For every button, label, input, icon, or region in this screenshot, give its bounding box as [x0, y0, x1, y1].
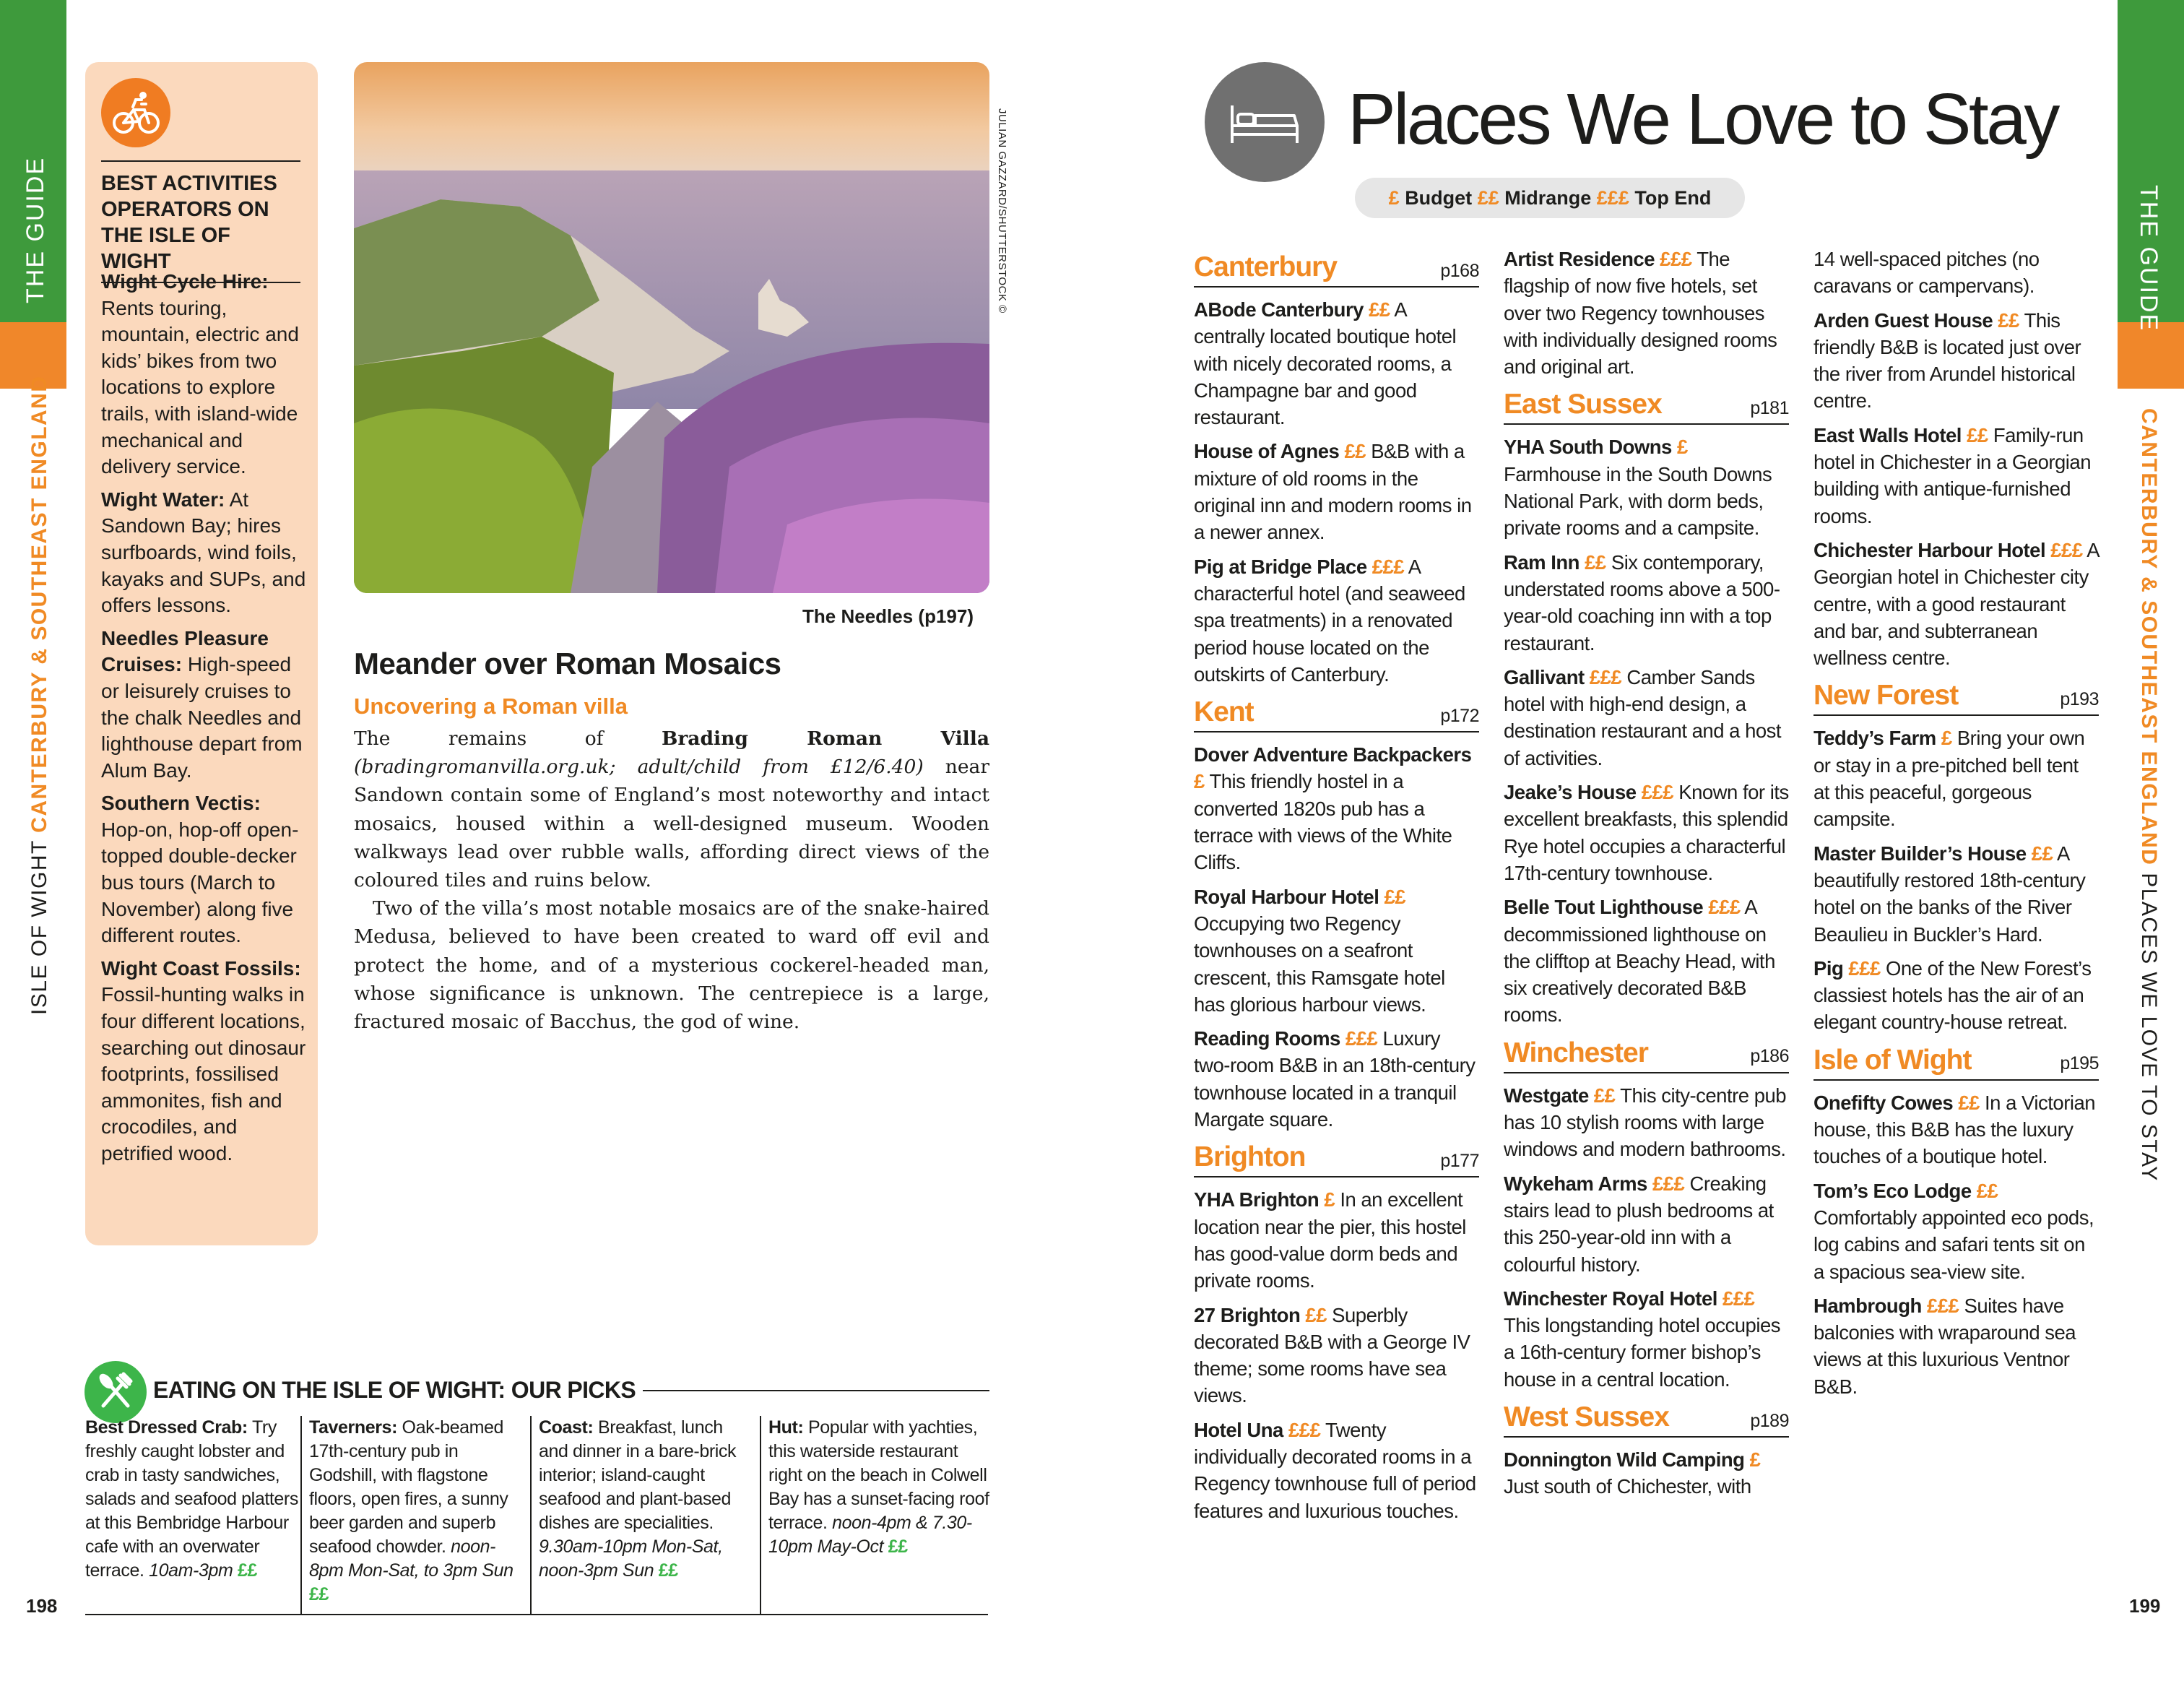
listing-name: Hotel Una: [1194, 1418, 1283, 1441]
listing-entry: [1814, 955, 2099, 1036]
listing-entry: [1504, 894, 1789, 1028]
listing-price: £: [1749, 1448, 1761, 1471]
region-name: Canterbury: [1194, 251, 1338, 282]
listing-name: Dover Adventure Backpackers: [1194, 743, 1472, 766]
bicycle-icon: [101, 78, 170, 147]
region-name: New Forest: [1814, 680, 1959, 712]
listing-entry: [1814, 1292, 2099, 1400]
left-side-topic: ISLE OF WIGHT: [27, 839, 51, 1015]
listing-price: £££: [1926, 1294, 1959, 1317]
left-side-heading: [27, 375, 52, 1015]
listing-description: In an excellent location near the pier, this hostel has good-value dorm beds and private rooms.: [1194, 1188, 1466, 1292]
left-guide-label: THE GUIDE: [22, 156, 49, 303]
region-page-ref: p172: [1440, 705, 1479, 726]
region-heading: [1504, 1036, 1789, 1073]
article-body: [354, 725, 989, 1036]
listing-entry: [1194, 553, 1479, 688]
eating-title-rule: [643, 1390, 989, 1391]
listing-description: This longstanding hotel occupies a 16th-century former bishop’s house in a central location.: [1504, 1314, 1781, 1391]
fork-knife-icon: [84, 1361, 147, 1423]
listing-price: £££: [1641, 781, 1674, 804]
listing-price: ££: [1344, 440, 1366, 463]
listing-entry: [1504, 1082, 1789, 1163]
region-page-ref: p168: [1440, 260, 1479, 281]
listing-name: Westgate: [1504, 1084, 1589, 1107]
right-side-topic: PLACES WE LOVE TO STAY: [2137, 873, 2161, 1182]
listing-name: Pig at Bridge Place: [1194, 555, 1367, 578]
listing-description: Camber Sands hotel with high-end design, a destination restaurant and a host of activities.: [1504, 665, 1782, 769]
article-title: Meander over Roman Mosaics: [354, 647, 781, 680]
listing-entry: [1814, 422, 2099, 530]
listing-price: ££: [2031, 842, 2053, 865]
listing-description: Comfortably appointed eco pods, log cabins and safari tents sit on a spacious sea-view site.: [1814, 1206, 2094, 1283]
listing-entry: [1814, 725, 2099, 832]
listing-description: Superbly decorated B&B with a George IV theme; some rooms have sea views.: [1194, 1303, 1470, 1407]
article-subtitle: Uncovering a Roman villa: [354, 693, 628, 719]
right-guide-label: THE GUIDE: [2135, 185, 2162, 332]
listing-entry: [1814, 537, 2099, 671]
region-name: West Sussex: [1504, 1401, 1669, 1432]
listing-price: £££: [2050, 538, 2083, 561]
listing-name: Arden Guest House: [1814, 308, 1993, 332]
listing-name: Reading Rooms: [1194, 1027, 1340, 1050]
listing-entry: [1504, 779, 1789, 886]
listing-description: Creaking stairs lead to plush bedrooms at this 250-year-old inn with a colourful history.: [1504, 1172, 1774, 1276]
listing-name: Teddy’s Farm: [1814, 727, 1936, 750]
listing-description: Bring your own or stay in a pre-pitched bell tent at this peaceful, gorgeous campsite.: [1814, 727, 2085, 831]
listing-description: In a Victorian house, this B&B has the luxury touches of a boutique hotel.: [1814, 1091, 2096, 1168]
listing-description: Farmhouse in the South Downs National Park, with dorm beds, private rooms and a campsite.: [1504, 462, 1772, 540]
listing-description: Occupying two Regency townhouses on a seafront crescent, this Ramsgate hotel has glorious harbour views.: [1194, 912, 1445, 1016]
listing-price: ££: [1585, 550, 1606, 574]
listing-name: Artist Residence: [1504, 248, 1655, 270]
listing-description: This friendly B&B is located just over the river from Arundel historical centre.: [1814, 308, 2081, 412]
eating-picks: [85, 1416, 988, 1615]
listing-entry: [1814, 1177, 2099, 1285]
listing-description: A characterful hotel (and seaweed spa treatments) in a renovated period house located on the outskirts of Canterbury.: [1194, 555, 1465, 686]
listing-price: £: [1941, 727, 1952, 750]
activity-item: Wight Cycle Hire: Rents touring, mountain, electric and kids’ bikes from two locations to explore trails, with island-wide mechanical and delivery service.: [101, 270, 299, 478]
region-page-ref: p181: [1750, 398, 1789, 419]
eating-title: EATING ON THE ISLE OF WIGHT: OUR PICKS: [153, 1377, 636, 1403]
region-name: Winchester: [1504, 1037, 1648, 1068]
listing-continuation: [1814, 246, 2099, 300]
listing-name: Royal Harbour Hotel: [1194, 885, 1379, 908]
listing-entry: [1814, 307, 2099, 415]
eating-pick: Taverners: Oak-beamed 17th-century pub in Godshill, with flagstone floors, open fires, a sunny beer garden and superb seafood chowder. noon-8pm Mon-Sat, to 3pm Sun ££: [300, 1416, 526, 1614]
listing-price: ££: [1593, 1084, 1616, 1107]
activities-title: BEST ACTIVITIES OPERATORS ON THE ISLE OF WIGHT: [101, 160, 300, 283]
region-name: Kent: [1194, 696, 1254, 728]
listing-name: YHA Brighton: [1194, 1188, 1320, 1211]
listing-entry: [1504, 549, 1789, 657]
photo-credit: JULIAN GAZZARD/SHUTTERSTOCK ©: [996, 108, 1008, 314]
region-heading: [1814, 1043, 2099, 1081]
price-legend: £ Budget ££ Midrange £££ Top End: [1355, 178, 1745, 218]
listing-name: Onefifty Cowes: [1814, 1091, 1954, 1114]
listing-entry: [1814, 840, 2099, 948]
listing-name: YHA South Downs: [1504, 436, 1672, 459]
listings-column-2: [1504, 246, 1789, 1508]
listing-description: 14 well-spaced pitches (no caravans or campervans).: [1814, 248, 2040, 298]
listing-entry: [1194, 438, 1479, 545]
listing-name: Winchester Royal Hotel: [1504, 1287, 1717, 1310]
listing-price: ££: [1384, 885, 1406, 908]
listing-name: Jeake’s House: [1504, 781, 1637, 804]
right-region-tab: [2118, 322, 2184, 389]
listing-price: ££: [1976, 1179, 1998, 1202]
activity-item: Wight Coast Fossils: Fossil-hunting walks in four different locations, searching out dinosaur footprints, fossilised ammonites, fish and crocodiles, and petrified wood.: [101, 956, 306, 1164]
region-heading: [1194, 1140, 1479, 1177]
activity-item: Wight Water: At Sandown Bay; hires surfboards, wind foils, kayaks and SUPs, and offers lessons.: [101, 488, 306, 617]
listing-entry: [1194, 883, 1479, 1018]
villa-name: Brading Roman Villa: [661, 727, 989, 750]
listing-description: A beautifully restored 18th-century hotel on the banks of the River Beaulieu in Buckler’s Hard.: [1814, 842, 2086, 946]
listing-price: ££: [1958, 1091, 1980, 1114]
activity-item: Southern Vectis: Hop-on, hop-off open-topped double-decker bus tours (March to November) along five different routes.: [101, 792, 299, 947]
listing-price: £££: [1589, 665, 1622, 688]
listing-price: £££: [1345, 1027, 1378, 1050]
listing-name: Belle Tout Lighthouse: [1504, 896, 1704, 919]
listing-price: ££: [1967, 423, 1988, 446]
needles-photo: [354, 62, 989, 593]
listing-name: House of Agnes: [1194, 440, 1340, 463]
listing-entry: [1504, 1446, 1789, 1500]
listing-price: £: [1324, 1188, 1335, 1211]
region-heading: [1194, 250, 1479, 288]
listings-column-3: [1814, 246, 2099, 1407]
listing-price: £££: [1708, 896, 1741, 919]
listing-price: £££: [1722, 1287, 1755, 1310]
article-paragraph: Two of the villa’s most notable mosaics are of the snake-haired Medusa, believed to have been created to ward off evil and protect the home, and of a mysterious cockerel-headed man, whose significance is unknown. The centrepiece is a large, fractured mosaic of Bacchus, the god of wine.: [354, 897, 989, 1034]
eating-pick: Hut: Popular with yachties, this waterside restaurant right on the beach in Colwell Bay has a sunset-facing roof terrace. noon-4pm & 7.30-10pm May-Oct ££: [760, 1416, 989, 1614]
listing-description: Known for its excellent breakfasts, this splendid Rye hotel occupies a characterful 17th-century townhouse.: [1504, 781, 1789, 884]
listing-name: Gallivant: [1504, 665, 1585, 688]
listing-price: ££: [1998, 308, 2019, 332]
listing-description: A Georgian hotel in Chichester city centre, with a good restaurant and bar, and subterranean wellness centre.: [1814, 538, 2099, 670]
eating-pick: Best Dressed Crab: Try freshly caught lobster and crab in tasty sandwiches, salads and seafood platters at this Bembridge Harbour cafe with an overwater terrace. 10am-3pm ££: [85, 1417, 298, 1581]
listing-entry: [1194, 1417, 1479, 1524]
listing-price: £££: [1372, 555, 1405, 578]
listing-name: East Walls Hotel: [1814, 423, 1962, 446]
article-paragraph: The remains of Brading Roman Villa (bradingromanvilla.org.uk; adult/child from £12/6.40) near Sandown contain some of England’s most noteworthy and intact mosaics, housed within a well-designed museum. Wooden walkways lead over rubble walls, affording direct views of the coloured tiles and ruins below.: [354, 727, 989, 892]
eating-pick: Coast: Breakfast, lunch and dinner in a bare-brick interior; island-caught seafood and plant-based dishes are specialities. 9.30am-10pm Mon-Sat, noon-3pm Sun ££: [530, 1416, 755, 1614]
activities-list: [101, 269, 307, 1174]
listing-description: This friendly hostel in a converted 1820s pub has a terrace with views of the White Cliffs.: [1194, 770, 1452, 874]
listing-price: ££: [1369, 298, 1390, 321]
listing-price: £££: [1288, 1418, 1321, 1441]
listings-column-1: [1194, 246, 1479, 1531]
listing-name: 27 Brighton: [1194, 1303, 1301, 1326]
listing-name: ABode Canterbury: [1194, 298, 1364, 321]
region-name: Brighton: [1194, 1141, 1306, 1173]
region-page-ref: p195: [2060, 1053, 2099, 1074]
bed-icon: [1205, 62, 1325, 182]
listing-name: Tom’s Eco Lodge: [1814, 1179, 1972, 1202]
region-name: East Sussex: [1504, 389, 1662, 420]
listing-description: One of the New Forest’s classiest hotels has the air of an elegant country-house retreat.: [1814, 956, 2092, 1034]
listing-price: £££: [1652, 1172, 1685, 1195]
listing-description: Twenty individually decorated rooms in a Regency townhouse full of period features and luxurious touches.: [1194, 1418, 1476, 1522]
region-heading: [1504, 387, 1789, 425]
activity-item: Needles Pleasure Cruises: High-speed or leisurely cruises to the chalk Needles and lighthouse depart from Alum Bay.: [101, 626, 303, 782]
page-number-left: 198: [26, 1595, 58, 1617]
right-side-heading: [2136, 408, 2161, 1182]
listing-name: Wykeham Arms: [1504, 1172, 1647, 1195]
page-number-right: 199: [2129, 1595, 2161, 1617]
region-page-ref: p189: [1750, 1410, 1789, 1431]
listing-entry: [1504, 1285, 1789, 1393]
listing-price: ££: [1305, 1303, 1327, 1326]
listing-entry: [1504, 664, 1789, 772]
page-title: Places We Love to Stay: [1348, 79, 2058, 160]
listing-description: Luxury two-room B&B in an 18th-century townhouse located in a tranquil Margate square.: [1194, 1027, 1476, 1131]
listing-name: Pig: [1814, 956, 1844, 980]
listing-entry: [1194, 741, 1479, 876]
listing-description: Family-run hotel in Chichester in a Georgian building with antique-furnished rooms.: [1814, 423, 2092, 527]
photo-caption: The Needles (p197): [802, 605, 974, 627]
region-page-ref: p177: [1440, 1151, 1479, 1172]
region-heading: [1814, 678, 2099, 716]
listing-description: Six contemporary, understated rooms above a 500-year-old coaching inn with a top restaurant.: [1504, 550, 1780, 654]
listing-name: Master Builder’s House: [1814, 842, 2027, 865]
region-page-ref: p193: [2060, 689, 2099, 710]
listing-description: Just south of Chichester, with: [1504, 1475, 1751, 1498]
listing-price: £: [1677, 436, 1688, 459]
listing-description: The flagship of now five hotels, set over two Regency townhouses with individually designed rooms and original art.: [1504, 248, 1777, 379]
listing-price: £££: [1848, 956, 1881, 980]
listing-description: Suites have balconies with wraparound sea views at this luxurious Ventnor B&B.: [1814, 1294, 2076, 1398]
listing-description: A decommissioned lighthouse on the clifftop at Beachy Head, with six creatively decorated B&B rooms.: [1504, 896, 1775, 1027]
region-name: Isle of Wight: [1814, 1044, 1972, 1076]
listing-entry: [1504, 246, 1789, 380]
listing-entry: [1194, 1025, 1479, 1133]
listing-entry: [1194, 1302, 1479, 1409]
listing-name: Donnington Wild Camping: [1504, 1448, 1745, 1471]
listing-description: B&B with a mixture of old rooms in the original inn and modern rooms in a newer annex.: [1194, 440, 1472, 544]
listing-name: Ram Inn: [1504, 550, 1580, 574]
region-heading: [1504, 1400, 1789, 1438]
region-heading: [1194, 695, 1479, 733]
listing-price: £££: [1660, 248, 1692, 270]
listing-name: Chichester Harbour Hotel: [1814, 538, 2046, 561]
right-side-region: CANTERBURY & SOUTHEAST ENGLAND: [2137, 408, 2161, 866]
listing-entry: [1504, 433, 1789, 541]
listing-entry: [1194, 1186, 1479, 1294]
listing-entry: [1194, 296, 1479, 431]
listing-description: This city-centre pub has 10 stylish rooms with large windows and modern bathrooms.: [1504, 1084, 1787, 1161]
left-side-region: CANTERBURY & SOUTHEAST ENGLAND: [27, 375, 51, 833]
listing-entry: [1814, 1089, 2099, 1170]
listing-entry: [1504, 1170, 1789, 1278]
listing-name: Hambrough: [1814, 1294, 1922, 1317]
listing-price: £: [1194, 770, 1205, 793]
listing-description: A centrally located boutique hotel with nicely decorated rooms, a Champagne bar and good restaurant.: [1194, 298, 1457, 429]
region-page-ref: p186: [1750, 1046, 1789, 1067]
